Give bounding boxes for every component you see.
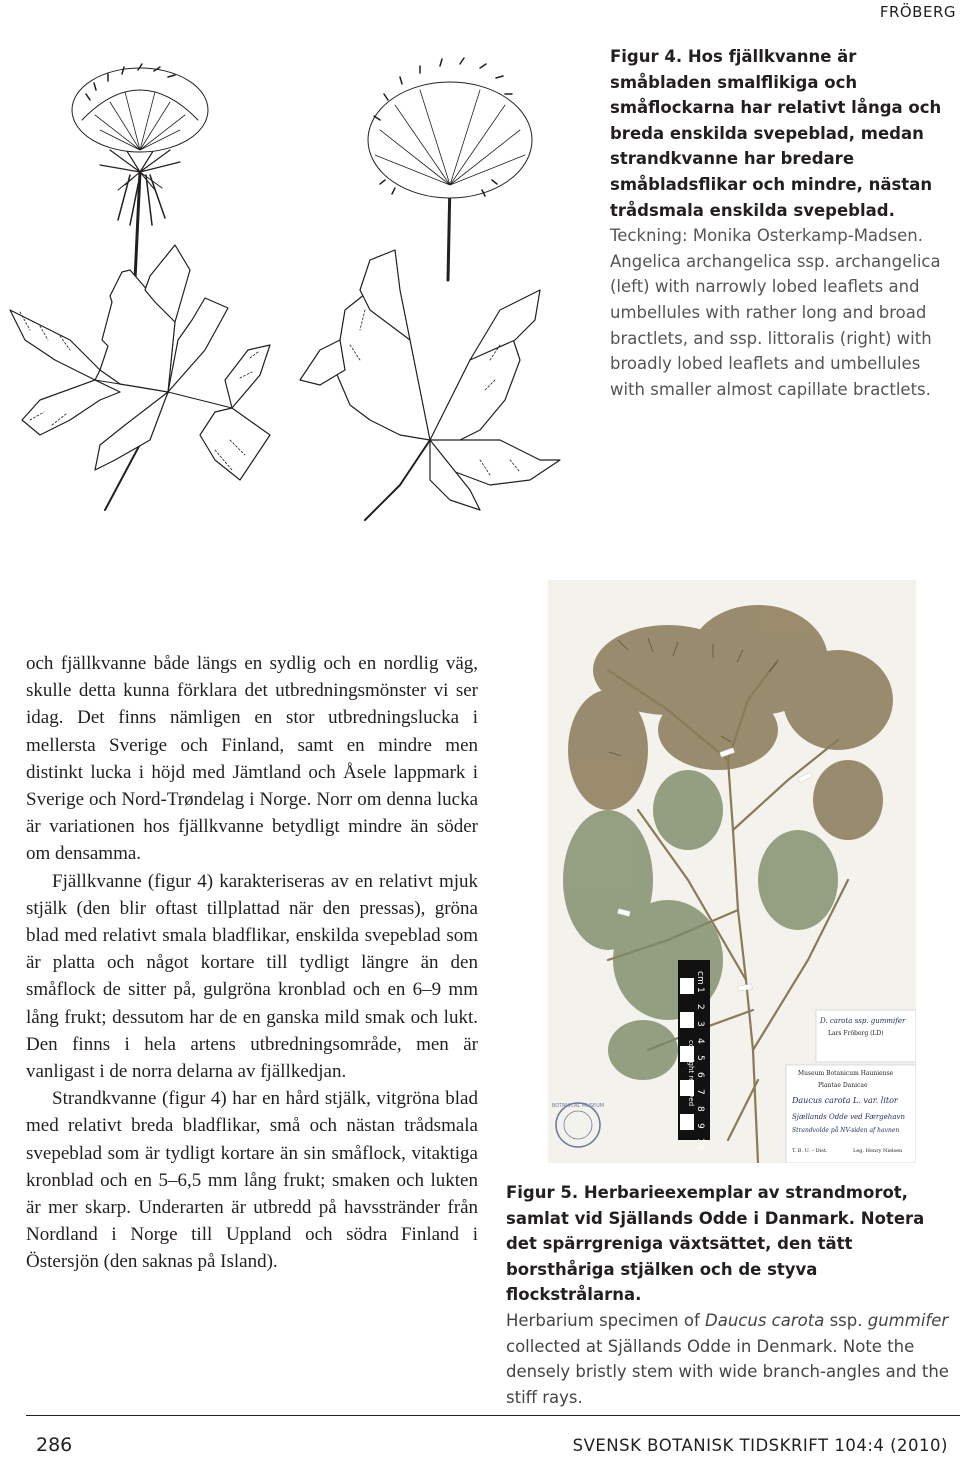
figure-5-herbarium-photo — [548, 580, 916, 1163]
caption-en-subspecies: gummifer — [867, 1310, 949, 1330]
figure-4-caption-english: Angelica archangelica ssp. archangelica (left) with narrowly lobed leaflets and umbellules with rather long and broad bractlets, and ssp. littoralis (right) with broadly lobed leaflets and umbellules with smaller almost capillate bractlets. — [610, 251, 941, 399]
measurement-ruler — [678, 960, 710, 1150]
label-flora: Plantae Danicae — [818, 1082, 868, 1089]
ruler-copyright: copyright reserved — [687, 1040, 695, 1107]
figure-4-caption — [610, 44, 950, 402]
label-locality-1: Sjællands Odde ved Færgehavn — [792, 1113, 905, 1121]
footer-rule — [26, 1415, 960, 1416]
body-text-column — [26, 650, 478, 1276]
figure-5-caption-swedish: Figur 5. Herbarieexemplar av strandmorot, samlat vid Själlands Odde i Danmark. Notera det spärrgreniga växtsättet, den tätt borsthåriga stjälken och de styva flockstrålarna. — [506, 1183, 925, 1305]
right-umbel-drawing — [368, 58, 532, 280]
body-paragraph-2: Fjällkvanne (figur 4) karakteriseras av en relativt mjuk stjälk (den blir oftast tillplattad när den pressas), gröna blad med relativt smala bladflikar, enskilda svepeblad som är platta och något kortare till tydligt längre än den småflock de sitter på, gulgröna kronblad och en 6–9 mm lång frukt; dessutom har de en ganska mild smak och lukt. Den finns i hela artens utbredningsområde, men är vanligast i de norra delarna av fjällkedjan. — [26, 870, 478, 1083]
figure-4-caption-swedish: Figur 4. Hos fjällkvanne är småbladen smalflikiga och småflockarna har relativt långa och breda enskilda svepeblad, medan strandkvanne har bredare småbladsflikar och mindre, nästan trådsmala enskilda svepeblad. — [610, 47, 942, 220]
page-number: 286 — [36, 1434, 73, 1456]
body-paragraph-3: Strandkvanne (figur 4) har en hård stjälk, vitgröna blad med relativt breda bladflikar, små och nästan trådsmala svepeblad som är tydligt kortare än sin småflock, vitaktiga kronblad och en 5–6,5 mm lång frukt; smaken och lukten är mer skarp. Underarten är utbredd på havsstränder från Nordland i Norge till Uppland och södra Finland i Östersjön (den saknas på Island). — [26, 1088, 478, 1273]
ruler-number: 8 — [695, 1106, 705, 1112]
ruler-number: 1 — [695, 987, 705, 993]
ruler-number: 4 — [695, 1038, 705, 1044]
ruler-unit-label: cm — [695, 971, 705, 985]
figure-4-credit: Teckning: Monika Osterkamp-Madsen. — [610, 226, 923, 246]
ruler-number: 9 — [695, 1123, 705, 1129]
label-footer: T. B. U. – Dist. — [792, 1148, 828, 1154]
stamp-text: BOTANICAL MUSEUM — [551, 1103, 605, 1109]
ruler-number: 10 — [695, 1138, 705, 1150]
label-small-line-1: D. carota ssp. gummifer — [820, 1017, 906, 1025]
caption-en-part-3: collected at Själlands Odde in Denmark. Note the densely bristly stem with wide branch-angles and the stiff rays. — [506, 1336, 949, 1407]
caption-en-part-2: ssp. — [829, 1310, 863, 1330]
caption-en-species: Daucus carota — [705, 1310, 825, 1330]
label-leg: Leg. Henry Nielsen — [853, 1148, 903, 1154]
left-umbel-drawing — [72, 64, 208, 280]
ruler-number: 7 — [695, 1089, 705, 1095]
label-locality-2: Strandvolde på NV-siden af havnen — [792, 1127, 900, 1134]
label-species: Daucus carota L. var. litor — [792, 1096, 898, 1105]
journal-reference: SVENSK BOTANISK TIDSKRIFT 104:4 (2010) — [572, 1436, 948, 1455]
ruler-number: 3 — [695, 1021, 705, 1027]
body-paragraph-1: och fjällkvanne både längs en sydlig och en nordlig väg, skulle detta kunna förklara det utbredningsmönster vi ser idag. Det finns nämligen en stor utbredningslucka i mellersta Sverige och Finland, samt en mindre men distinkt lucka i höjd med Jämtland och Åsele lappmark i Sverige och Nord-Trøndelag i Norge. Norr om denna lucka är variationen hos fjällkvanne betydligt mindre än söder om densamma. — [26, 653, 478, 865]
label-small-line-2: Lars Fröberg (LD) — [828, 1030, 884, 1037]
caption-en-part-1: Herbarium specimen of — [506, 1310, 700, 1330]
ruler-number: 6 — [695, 1072, 705, 1078]
ruler-number: 2 — [695, 1004, 705, 1010]
figure-5-caption-english — [506, 1308, 954, 1410]
ruler-number: 5 — [695, 1055, 705, 1061]
figure-5-caption — [506, 1180, 954, 1410]
left-leaf-drawing — [10, 245, 270, 510]
label-museum: Museum Botanicum Hauniense — [798, 1070, 894, 1077]
figure-4-drawing — [0, 40, 590, 530]
running-head: FRÖBERG — [879, 3, 956, 21]
right-leaf-drawing — [300, 250, 560, 520]
